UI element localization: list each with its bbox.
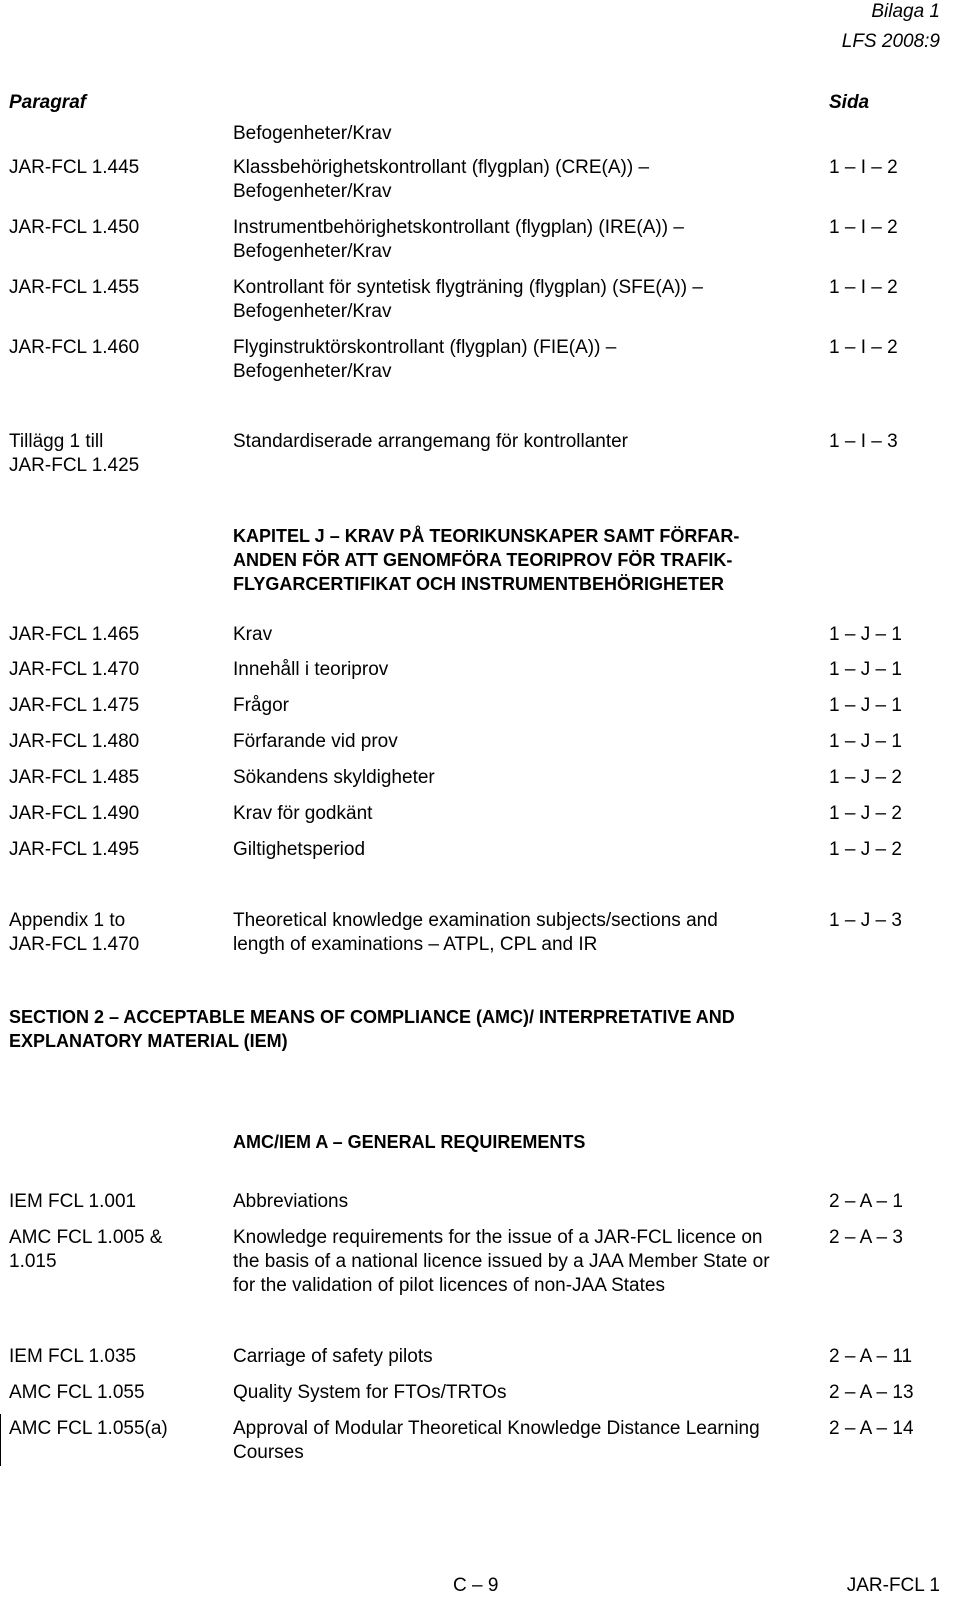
toc-page: 2 – A – 11 bbox=[829, 1346, 913, 1367]
toc-ref: JAR-FCL 1.445 bbox=[9, 157, 140, 178]
toc-ref-continued: 1.015 bbox=[9, 1251, 57, 1272]
toc-page: 1 – J – 3 bbox=[829, 910, 902, 931]
toc-page: 1 – J – 1 bbox=[829, 695, 902, 716]
chapter-heading-line: ANDEN FÖR ATT GENOMFÖRA TEORIPROV FÖR TRAFIK- bbox=[233, 550, 733, 570]
toc-ref: JAR-FCL 1.495 bbox=[9, 839, 140, 860]
chapter-heading-line: FLYGARCERTIFIKAT OCH INSTRUMENTBEHÖRIGHETER bbox=[233, 574, 725, 594]
toc-page: 1 – J – 2 bbox=[829, 839, 902, 860]
toc-page: 1 – J – 1 bbox=[829, 731, 902, 752]
toc-page: 2 – A – 13 bbox=[829, 1382, 914, 1403]
toc-title: Carriage of safety pilots bbox=[233, 1346, 433, 1367]
toc-ref: Tillägg 1 till bbox=[9, 431, 104, 452]
toc-ref-continued: JAR-FCL 1.470 bbox=[9, 934, 140, 955]
toc-ref: AMC FCL 1.055 bbox=[9, 1382, 145, 1403]
toc-page: 1 – J – 2 bbox=[829, 803, 902, 824]
change-bar bbox=[0, 1414, 1, 1466]
toc-title: Frågor bbox=[233, 695, 289, 716]
toc-title: Klassbehörighetskontrollant (flygplan) (CRE(A)) – bbox=[233, 157, 650, 178]
toc-ref: JAR-FCL 1.465 bbox=[9, 624, 140, 645]
toc-title-continued: Courses bbox=[233, 1442, 304, 1463]
footer-page-number: C – 9 bbox=[453, 1575, 499, 1596]
column-header-paragraf: Paragraf bbox=[9, 92, 87, 113]
top-continuation-text: Befogenheter/Krav bbox=[233, 123, 392, 144]
toc-ref: JAR-FCL 1.475 bbox=[9, 695, 140, 716]
toc-page: 2 – A – 1 bbox=[829, 1191, 903, 1212]
toc-title-continued: for the validation of pilot licences of non-JAA States bbox=[233, 1275, 665, 1296]
toc-title: Giltighetsperiod bbox=[233, 839, 366, 860]
toc-ref: JAR-FCL 1.450 bbox=[9, 217, 140, 238]
toc-ref: JAR-FCL 1.485 bbox=[9, 767, 140, 788]
toc-title-continued: length of examinations – ATPL, CPL and IR bbox=[233, 934, 598, 955]
section-heading-line: SECTION 2 – ACCEPTABLE MEANS OF COMPLIANCE (AMC)/ INTERPRETATIVE AND bbox=[9, 1007, 735, 1027]
toc-ref: JAR-FCL 1.460 bbox=[9, 337, 140, 358]
toc-title: Standardiserade arrangemang för kontrollanter bbox=[233, 431, 629, 452]
toc-ref: AMC FCL 1.055(a) bbox=[9, 1418, 168, 1439]
toc-ref: AMC FCL 1.005 & bbox=[9, 1227, 163, 1248]
section-heading-line: EXPLANATORY MATERIAL (IEM) bbox=[9, 1031, 288, 1051]
toc-ref-continued: JAR-FCL 1.425 bbox=[9, 455, 140, 476]
toc-page: 2 – A – 14 bbox=[829, 1418, 914, 1439]
toc-title-continued: Befogenheter/Krav bbox=[233, 301, 392, 322]
lfs-label: LFS 2008:9 bbox=[841, 31, 940, 52]
toc-title-continued: Befogenheter/Krav bbox=[233, 361, 392, 382]
toc-ref: JAR-FCL 1.480 bbox=[9, 731, 140, 752]
toc-title: Sökandens skyldigheter bbox=[233, 767, 435, 788]
column-header-sida: Sida bbox=[829, 92, 870, 113]
toc-title-continued: Befogenheter/Krav bbox=[233, 181, 392, 202]
toc-page: 1 – J – 1 bbox=[829, 624, 902, 645]
toc-ref: IEM FCL 1.035 bbox=[9, 1346, 137, 1367]
toc-page: 2 – A – 3 bbox=[829, 1227, 903, 1248]
toc-title: Krav för godkänt bbox=[233, 803, 373, 824]
toc-title: Approval of Modular Theoretical Knowledge Distance Learning bbox=[233, 1418, 760, 1439]
toc-title-continued: Befogenheter/Krav bbox=[233, 241, 392, 262]
toc-title: Krav bbox=[233, 624, 273, 645]
toc-title: Instrumentbehörighetskontrollant (flygplan) (IRE(A)) – bbox=[233, 217, 684, 238]
toc-ref: JAR-FCL 1.490 bbox=[9, 803, 140, 824]
toc-page: 1 – I – 2 bbox=[829, 337, 898, 358]
bilaga-label: Bilaga 1 bbox=[871, 1, 940, 22]
toc-page: 1 – I – 2 bbox=[829, 217, 898, 238]
toc-ref: IEM FCL 1.001 bbox=[9, 1191, 137, 1212]
toc-page: 1 – I – 2 bbox=[829, 277, 898, 298]
toc-title: Abbreviations bbox=[233, 1191, 349, 1212]
toc-title: Knowledge requirements for the issue of a JAR-FCL licence on bbox=[233, 1227, 763, 1248]
toc-page: 1 – I – 2 bbox=[829, 157, 898, 178]
toc-title: Quality System for FTOs/TRTOs bbox=[233, 1382, 507, 1403]
toc-page: 1 – J – 1 bbox=[829, 659, 902, 680]
toc-title-continued: the basis of a national licence issued by a JAA Member State or bbox=[233, 1251, 770, 1272]
toc-title: Kontrollant för syntetisk flygträning (flygplan) (SFE(A)) – bbox=[233, 277, 703, 298]
chapter-heading-line: KAPITEL J – KRAV PÅ TEORIKUNSKAPER SAMT FÖRFAR- bbox=[233, 526, 740, 546]
footer-document-name: JAR-FCL 1 bbox=[846, 1575, 940, 1596]
toc-ref: Appendix 1 to bbox=[9, 910, 126, 931]
toc-title: Flyginstruktörskontrollant (flygplan) (FIE(A)) – bbox=[233, 337, 617, 358]
toc-page: 1 – I – 3 bbox=[829, 431, 898, 452]
toc-title: Förfarande vid prov bbox=[233, 731, 398, 752]
toc-title: Theoretical knowledge examination subjects/sections and bbox=[233, 910, 718, 931]
toc-page: 1 – J – 2 bbox=[829, 767, 902, 788]
toc-title: Innehåll i teoriprov bbox=[233, 659, 389, 680]
toc-ref: JAR-FCL 1.455 bbox=[9, 277, 140, 298]
amc-heading: AMC/IEM A – GENERAL REQUIREMENTS bbox=[233, 1132, 586, 1152]
toc-ref: JAR-FCL 1.470 bbox=[9, 659, 140, 680]
